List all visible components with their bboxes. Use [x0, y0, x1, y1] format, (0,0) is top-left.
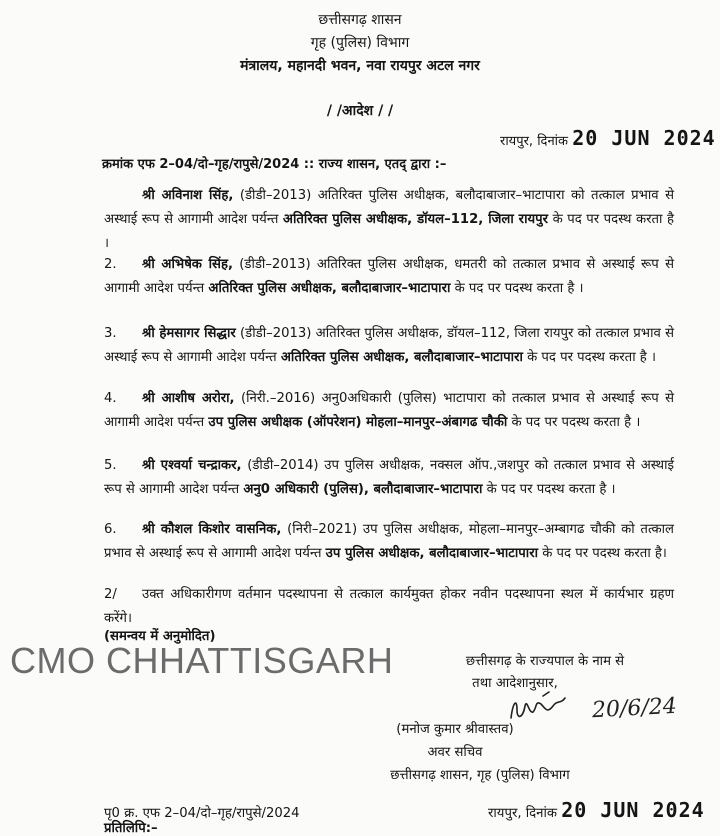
office-address: मंत्रालय, महानदी भवन, नवा रायपुर अटल नगर [240, 58, 480, 74]
coordination-note: (समन्वय में अनुमोदित) [104, 629, 216, 644]
order-authority-line: तथा आदेशानुसार, [472, 676, 558, 691]
new-post: अतिरिक्त पुलिस अधीक्षक, बलौदाबाजार–भाटापारा [208, 281, 451, 296]
paragraph-number: 4. [104, 391, 117, 406]
paragraph-4 [104, 387, 674, 435]
watermark: CMO CHHATTISGARH [10, 640, 394, 681]
officer-name: श्री कौशल किशोर वासनिक, [142, 522, 282, 537]
officer-name: श्री आशीष अरोरा, [142, 391, 235, 406]
order-title: / /आदेश / / [326, 103, 394, 119]
officer-name: श्री अभिषेक सिंह, [142, 257, 233, 272]
paragraph-text: (डीडी–2013) अतिरिक्त पुलिस अधीक्षक, डॉयल–112, जिला रायपुर को तत्काल प्रभाव से अस्थाई रूप से आगामी आदेश पर्यन्त [104, 326, 674, 365]
department-name: गृह (पुलिस) विभाग [310, 35, 410, 51]
signatory-designation: अवर सचिव [427, 745, 483, 760]
govt-name: छत्तीसगढ़ शासन [318, 12, 402, 28]
paragraph-number: 6. [104, 522, 117, 537]
order-number-line: क्रमांक एफ 2–04/दो–गृह/रापुसे/2024 :: राज्य शासन, एतद् द्वारा :– [102, 157, 447, 172]
paragraph-number: 2/ [104, 587, 117, 602]
signatory-name: (मनोज कुमार श्रीवास्तव) [396, 722, 514, 737]
paragraph-text-end: के पद पर पदस्थ करता है । [104, 212, 674, 251]
paragraph-number: 2. [104, 257, 117, 272]
paragraph-text: (डीडी–2013) अतिरिक्त पुलिस अधीक्षक, धमतरी को तत्काल प्रभाव से अस्थाई रूप से आगामी आदेश पर्यन्त [104, 257, 674, 296]
paragraph-text: (डीडी–2013) अतिरिक्त पुलिस अधीक्षक, बलौदाबाजार–भाटापारा को तत्काल प्रभाव से अस्थाई रूप से आगामी आदेश पर्यन्त [104, 188, 674, 227]
footer-date-label: रायपुर, दिनांक [488, 806, 558, 821]
governor-order-line: छत्तीसगढ़ के राज्यपाल के नाम से [465, 654, 625, 669]
new-post: उप पुलिस अधीक्षक, बलौदाबाजार–भाटापारा [325, 546, 539, 561]
paragraph-text-end: के पद पर पदस्थ करता है । [450, 281, 584, 296]
officer-name: श्री हेमसागर सिद्धार [142, 326, 236, 341]
paragraph-text-end: के पद पर पदस्थ करता है । [482, 482, 616, 497]
paragraph-5 [104, 454, 674, 502]
closing-paragraph [104, 583, 674, 631]
paragraph-number: 5. [104, 458, 117, 473]
footer-date-block [488, 798, 705, 822]
date-label: रायपुर, दिनांक [500, 134, 569, 149]
new-post: उप पुलिस अधीक्षक (ऑपरेशन) मोहला–मानपुर–अंबागढ चौकी [208, 415, 508, 430]
new-post: अनु0 अधिकारी (पुलिस), बलौदाबाजार–भाटापारा [243, 482, 483, 497]
paragraph-text-end: के पद पर पदस्थ करता है । [507, 415, 641, 430]
date-stamp: 20 JUN 2024 [572, 126, 716, 150]
footer-date-stamp: 20 JUN 2024 [561, 798, 705, 822]
handwritten-date: 20/6/24 [591, 693, 678, 724]
paragraph-6 [104, 518, 674, 566]
paragraph-text: (डीडी–2014) उप पुलिस अधीक्षक, नक्सल ऑप.,जशपुर को तत्काल प्रभाव से अस्थाई रूप से आगामी आदेश पर्यन्त [104, 458, 674, 497]
paragraph-text: (निरी.–2016) अनु0अधिकारी (पुलिस) भाटापारा को तत्काल प्रभाव से अस्थाई रूप से आगामी आदेश पर्यन्त [104, 391, 675, 430]
signatory-department: छत्तीसगढ़ शासन, गृह (पुलिस) विभाग [390, 768, 570, 783]
closing-text: उक्त अधिकारीगण वर्तमान पदस्थापना से तत्काल कार्यमुक्त होकर नवीन पदस्थापना स्थल में कार्यभार ग्रहण करेंगे। [104, 587, 674, 626]
new-post: अतिरिक्त पुलिस अधीक्षक, डॉयल–112, जिला रायपुर [282, 212, 549, 227]
paragraph-text-end: के पद पर पदस्थ करता है । [522, 350, 656, 365]
officer-name: श्री एश्वर्या चन्द्राकर, [142, 458, 242, 473]
endorsement-reference: पृ0 क्र. एफ 2–04/दो–गृह/रापुसे/2024 [104, 806, 300, 821]
paragraph-2 [104, 253, 674, 301]
paragraph-1 [104, 184, 674, 256]
paragraph-text: (निरी–2021) उप पुलिस अधीक्षक, मोहला–मानपुर–अम्बागढ चौकी को तत्काल प्रभाव से अस्थाई रूप से आगामी आदेश पर्यन्त [104, 522, 674, 561]
paragraph-text-end: के पद पर पदस्थ करता है। [538, 546, 667, 561]
paragraph-3 [104, 322, 674, 370]
date-block [500, 126, 716, 150]
paragraph-number: 3. [104, 326, 117, 341]
copy-to-label: प्रतिलिपि:– [104, 821, 158, 836]
new-post: अतिरिक्त पुलिस अधीक्षक, बलौदाबाजार–भाटापारा [280, 350, 523, 365]
officer-name: श्री अविनाश सिंह, [142, 188, 234, 203]
